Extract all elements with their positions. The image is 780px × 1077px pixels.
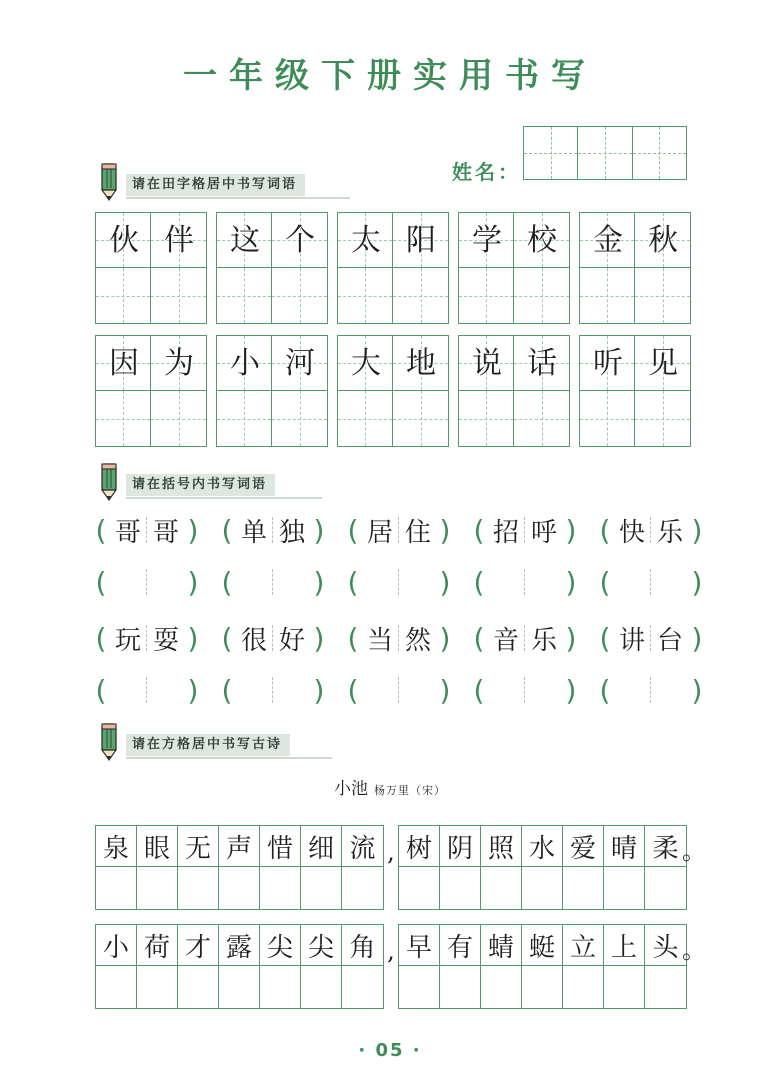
poem-char: 露 bbox=[219, 925, 259, 966]
bracket-word bbox=[596, 618, 722, 658]
poem-write-cell[interactable] bbox=[604, 966, 644, 1008]
poem-write-cell[interactable] bbox=[260, 867, 300, 909]
open-paren: ( bbox=[347, 673, 359, 707]
section-label: 请在田字格居中书写词语 bbox=[126, 174, 305, 196]
section-header-words bbox=[96, 170, 396, 200]
bracket-char: 招 bbox=[492, 517, 519, 548]
open-paren: ( bbox=[473, 513, 485, 547]
bracket-char: 音 bbox=[492, 625, 519, 656]
poem-write-cell[interactable] bbox=[219, 966, 259, 1008]
poem-cell-group bbox=[95, 924, 384, 1009]
poem-cell[interactable] bbox=[481, 925, 522, 1008]
bracket-answer[interactable] bbox=[218, 670, 344, 710]
word-box[interactable] bbox=[216, 212, 328, 324]
bracket-word bbox=[596, 510, 722, 550]
word-box[interactable] bbox=[579, 335, 691, 447]
tian-cell[interactable] bbox=[635, 268, 690, 323]
open-paren: ( bbox=[347, 565, 359, 599]
bracket-char: 然 bbox=[404, 625, 431, 656]
poem-cell[interactable] bbox=[137, 925, 178, 1008]
close-paren: ) bbox=[313, 565, 325, 599]
poem-char: 水 bbox=[522, 826, 562, 867]
tian-cell[interactable] bbox=[580, 391, 635, 446]
close-paren: ) bbox=[691, 673, 703, 707]
poem-char: 泉 bbox=[96, 826, 136, 867]
word-char: 地 bbox=[406, 346, 436, 381]
open-paren: ( bbox=[221, 513, 233, 547]
open-paren: ( bbox=[599, 513, 611, 547]
tian-cell[interactable] bbox=[338, 268, 393, 323]
poem-cell[interactable] bbox=[137, 826, 178, 909]
tian-cell[interactable] bbox=[514, 268, 569, 323]
divider bbox=[146, 569, 148, 595]
tian-cell[interactable] bbox=[338, 391, 393, 446]
poem-write-cell[interactable] bbox=[301, 867, 341, 909]
poem-title: 小池 bbox=[334, 779, 368, 799]
punctuation: 。 bbox=[682, 837, 706, 865]
poem-char: 无 bbox=[178, 826, 218, 867]
bracket-char: 玩 bbox=[114, 625, 141, 656]
poem-write-cell[interactable] bbox=[645, 966, 686, 1008]
poem-cell[interactable] bbox=[440, 826, 481, 909]
tian-cell[interactable] bbox=[393, 268, 448, 323]
pencil-icon bbox=[96, 462, 122, 502]
poem-char: 眼 bbox=[137, 826, 177, 867]
poem-write-cell[interactable] bbox=[481, 867, 521, 909]
name-cell[interactable] bbox=[633, 127, 686, 179]
tian-cell[interactable] bbox=[514, 391, 569, 446]
word-char: 金 bbox=[593, 223, 623, 258]
bracket-word bbox=[344, 510, 470, 550]
word-char: 校 bbox=[527, 223, 557, 258]
word-char: 小 bbox=[230, 346, 260, 381]
poem-char: 蜓 bbox=[522, 925, 562, 966]
bracket-word bbox=[218, 618, 344, 658]
close-paren: ) bbox=[313, 513, 325, 547]
open-paren: ( bbox=[221, 673, 233, 707]
tian-cell[interactable] bbox=[635, 391, 690, 446]
close-paren: ) bbox=[439, 565, 451, 599]
close-paren: ) bbox=[565, 673, 577, 707]
bracket-char: 讲 bbox=[618, 625, 645, 656]
word-box[interactable] bbox=[458, 212, 570, 324]
poem-cell[interactable] bbox=[645, 826, 686, 909]
bracket-answer[interactable] bbox=[596, 562, 722, 602]
poem-cell[interactable] bbox=[563, 925, 604, 1008]
bracket-char: 呼 bbox=[530, 517, 557, 548]
poem-char: 爱 bbox=[563, 826, 603, 867]
divider bbox=[146, 677, 148, 703]
word-box[interactable] bbox=[216, 335, 328, 447]
poem-write-cell[interactable] bbox=[645, 867, 686, 909]
bracket-word-row bbox=[92, 510, 722, 550]
bracket-char: 好 bbox=[278, 625, 305, 656]
open-paren: ( bbox=[95, 621, 107, 655]
close-paren: ) bbox=[313, 673, 325, 707]
divider bbox=[524, 569, 526, 595]
bracket-word bbox=[470, 510, 596, 550]
poem-char: 照 bbox=[481, 826, 521, 867]
close-paren: ) bbox=[691, 513, 703, 547]
poem-cell[interactable] bbox=[178, 925, 219, 1008]
poem-cell[interactable] bbox=[440, 925, 481, 1008]
word-box[interactable] bbox=[458, 335, 570, 447]
tian-cell[interactable] bbox=[217, 391, 272, 446]
word-char: 听 bbox=[593, 346, 623, 381]
tian-cell[interactable] bbox=[393, 391, 448, 446]
poem-char: 荷 bbox=[137, 925, 177, 966]
poem-cell[interactable] bbox=[178, 826, 219, 909]
pencil-icon bbox=[96, 722, 122, 762]
open-paren: ( bbox=[221, 565, 233, 599]
punctuation: , bbox=[387, 838, 395, 866]
divider bbox=[650, 569, 652, 595]
word-char: 话 bbox=[527, 346, 557, 381]
word-box[interactable] bbox=[95, 212, 207, 324]
poem-write-cell[interactable] bbox=[563, 966, 603, 1008]
poem-write-cell[interactable] bbox=[178, 966, 218, 1008]
poem-char: 立 bbox=[563, 925, 603, 966]
close-paren: ) bbox=[187, 673, 199, 707]
word-char: 个 bbox=[285, 223, 315, 258]
bracket-answer-row bbox=[92, 670, 722, 710]
poem-cell[interactable] bbox=[219, 826, 260, 909]
tian-cell[interactable] bbox=[459, 268, 514, 323]
poem-cell-group bbox=[398, 825, 687, 910]
poem-write-cell[interactable] bbox=[342, 966, 383, 1008]
poem-write-cell[interactable] bbox=[522, 966, 562, 1008]
poem-cell[interactable] bbox=[96, 826, 137, 909]
word-box[interactable] bbox=[337, 335, 449, 447]
poem-cell[interactable] bbox=[522, 925, 563, 1008]
section-label: 请在括号内书写词语 bbox=[126, 474, 275, 496]
bracket-char: 台 bbox=[656, 625, 683, 656]
bracket-word bbox=[92, 618, 218, 658]
bracket-char: 很 bbox=[240, 625, 267, 656]
poem-write-cell[interactable] bbox=[563, 867, 603, 909]
word-char: 伙 bbox=[109, 223, 139, 258]
poem-cell-group bbox=[95, 825, 384, 910]
open-paren: ( bbox=[221, 621, 233, 655]
bracket-answer[interactable] bbox=[218, 562, 344, 602]
poem-cell[interactable] bbox=[399, 925, 440, 1008]
tian-cell[interactable] bbox=[96, 268, 151, 323]
bracket-char: 独 bbox=[278, 517, 305, 548]
bracket-char: 哥 bbox=[114, 517, 141, 548]
tian-cell[interactable] bbox=[96, 391, 151, 446]
poem-write-cell[interactable] bbox=[137, 966, 177, 1008]
poem-write-cell[interactable] bbox=[522, 867, 562, 909]
bracket-char: 当 bbox=[366, 625, 393, 656]
poem-char: 树 bbox=[399, 826, 439, 867]
poem-cell[interactable] bbox=[342, 826, 383, 909]
divider bbox=[272, 569, 274, 595]
word-char: 这 bbox=[230, 223, 260, 258]
poem-write-cell[interactable] bbox=[440, 966, 480, 1008]
poem-author: 杨万里（宋） bbox=[374, 784, 446, 797]
bracket-answer[interactable] bbox=[344, 562, 470, 602]
open-paren: ( bbox=[473, 673, 485, 707]
poem-cell[interactable] bbox=[301, 826, 342, 909]
poem-cell[interactable] bbox=[342, 925, 383, 1008]
section-header-poem bbox=[96, 730, 396, 760]
poem-char: 尖 bbox=[260, 925, 300, 966]
poem-write-cell[interactable] bbox=[399, 966, 439, 1008]
poem-write-cell[interactable] bbox=[96, 867, 136, 909]
poem-char: 有 bbox=[440, 925, 480, 966]
poem-cell[interactable] bbox=[481, 826, 522, 909]
close-paren: ) bbox=[439, 673, 451, 707]
word-char: 河 bbox=[285, 346, 315, 381]
bracket-char: 乐 bbox=[656, 517, 683, 548]
punctuation: , bbox=[387, 937, 395, 965]
bracket-answer[interactable] bbox=[92, 562, 218, 602]
bracket-word bbox=[470, 618, 596, 658]
poem-cell[interactable] bbox=[260, 925, 301, 1008]
pencil-icon bbox=[96, 162, 122, 202]
bracket-char: 乐 bbox=[530, 625, 557, 656]
name-label: 姓名： bbox=[452, 160, 521, 184]
poem-write-cell[interactable] bbox=[399, 867, 439, 909]
page-title: 一年级下册实用书写 bbox=[183, 56, 597, 96]
word-box[interactable] bbox=[337, 212, 449, 324]
poem-char: 晴 bbox=[604, 826, 644, 867]
poem-char: 早 bbox=[399, 925, 439, 966]
poem-char: 柔 bbox=[645, 826, 686, 867]
bracket-char: 单 bbox=[240, 517, 267, 548]
poem-char: 声 bbox=[219, 826, 259, 867]
word-char: 学 bbox=[472, 223, 502, 258]
close-paren: ) bbox=[187, 513, 199, 547]
poem-cell[interactable] bbox=[96, 925, 137, 1008]
word-char: 太 bbox=[351, 223, 381, 258]
poem-write-cell[interactable] bbox=[137, 867, 177, 909]
open-paren: ( bbox=[473, 565, 485, 599]
poem-write-cell[interactable] bbox=[481, 966, 521, 1008]
word-char: 阳 bbox=[406, 223, 436, 258]
bracket-word bbox=[218, 510, 344, 550]
poem-heading bbox=[0, 774, 780, 799]
open-paren: ( bbox=[95, 673, 107, 707]
poem-char: 流 bbox=[342, 826, 383, 867]
tian-cell[interactable] bbox=[459, 391, 514, 446]
tian-cell[interactable] bbox=[151, 391, 206, 446]
close-paren: ) bbox=[691, 565, 703, 599]
open-paren: ( bbox=[599, 565, 611, 599]
tian-cell[interactable] bbox=[580, 268, 635, 323]
poem-line bbox=[95, 924, 706, 1010]
poem-write-cell[interactable] bbox=[301, 966, 341, 1008]
open-paren: ( bbox=[347, 621, 359, 655]
word-char: 因 bbox=[109, 346, 139, 381]
section-header-brackets bbox=[96, 470, 396, 500]
close-paren: ) bbox=[691, 621, 703, 655]
bracket-char: 耍 bbox=[152, 625, 179, 656]
poem-char: 上 bbox=[604, 925, 644, 966]
close-paren: ) bbox=[313, 621, 325, 655]
poem-char: 小 bbox=[96, 925, 136, 966]
poem-cell[interactable] bbox=[645, 925, 686, 1008]
close-paren: ) bbox=[565, 513, 577, 547]
divider bbox=[398, 569, 400, 595]
divider bbox=[650, 677, 652, 703]
word-practice-grid bbox=[95, 212, 691, 447]
poem-write-cell[interactable] bbox=[440, 867, 480, 909]
name-field[interactable] bbox=[523, 126, 687, 180]
bracket-char: 住 bbox=[404, 517, 431, 548]
poem-cell[interactable] bbox=[301, 925, 342, 1008]
poem-cell[interactable] bbox=[604, 826, 645, 909]
poem-cell[interactable] bbox=[260, 826, 301, 909]
poem-char: 细 bbox=[301, 826, 341, 867]
close-paren: ) bbox=[439, 513, 451, 547]
open-paren: ( bbox=[473, 621, 485, 655]
page-number: · 05 · bbox=[358, 1040, 422, 1061]
poem-char: 惜 bbox=[260, 826, 300, 867]
divider bbox=[398, 677, 400, 703]
close-paren: ) bbox=[439, 621, 451, 655]
poem-char: 头 bbox=[645, 925, 686, 966]
poem-cell-group bbox=[398, 924, 687, 1009]
tian-cell[interactable] bbox=[151, 268, 206, 323]
word-char: 伴 bbox=[164, 223, 194, 258]
tian-cell[interactable] bbox=[217, 268, 272, 323]
poem-char: 蜻 bbox=[481, 925, 521, 966]
bracket-answer[interactable] bbox=[470, 562, 596, 602]
bracket-answer[interactable] bbox=[596, 670, 722, 710]
poem-cell[interactable] bbox=[399, 826, 440, 909]
bracket-answer[interactable] bbox=[344, 670, 470, 710]
poem-cell[interactable] bbox=[604, 925, 645, 1008]
bracket-word-row bbox=[92, 618, 722, 658]
open-paren: ( bbox=[347, 513, 359, 547]
bracket-word bbox=[344, 618, 470, 658]
divider bbox=[524, 677, 526, 703]
poem-cell[interactable] bbox=[522, 826, 563, 909]
poem-cell[interactable] bbox=[563, 826, 604, 909]
poem-char: 尖 bbox=[301, 925, 341, 966]
bracket-char: 居 bbox=[366, 517, 393, 548]
word-char: 见 bbox=[648, 346, 678, 381]
close-paren: ) bbox=[565, 565, 577, 599]
close-paren: ) bbox=[565, 621, 577, 655]
open-paren: ( bbox=[599, 621, 611, 655]
open-paren: ( bbox=[599, 673, 611, 707]
bracket-answer[interactable] bbox=[470, 670, 596, 710]
tian-cell[interactable] bbox=[272, 268, 327, 323]
poem-write-cell[interactable] bbox=[219, 867, 259, 909]
poem-cell[interactable] bbox=[219, 925, 260, 1008]
divider bbox=[272, 677, 274, 703]
poem-char: 角 bbox=[342, 925, 383, 966]
poem-char: 阴 bbox=[440, 826, 480, 867]
bracket-word bbox=[92, 510, 218, 550]
section-label: 请在方格居中书写古诗 bbox=[126, 734, 290, 756]
name-cell[interactable] bbox=[524, 127, 578, 179]
poem-line bbox=[95, 825, 706, 911]
poem-write-cell[interactable] bbox=[96, 966, 136, 1008]
tian-cell[interactable] bbox=[272, 391, 327, 446]
poem-write-cell[interactable] bbox=[342, 867, 383, 909]
poem-write-cell[interactable] bbox=[260, 966, 300, 1008]
word-char: 大 bbox=[351, 346, 381, 381]
bracket-char: 哥 bbox=[152, 517, 179, 548]
poem-write-cell[interactable] bbox=[178, 867, 218, 909]
word-box[interactable] bbox=[95, 335, 207, 447]
name-cell[interactable] bbox=[578, 127, 632, 179]
close-paren: ) bbox=[187, 621, 199, 655]
bracket-answer[interactable] bbox=[92, 670, 218, 710]
word-char: 为 bbox=[164, 346, 194, 381]
open-paren: ( bbox=[95, 513, 107, 547]
close-paren: ) bbox=[187, 565, 199, 599]
bracket-char: 快 bbox=[618, 517, 645, 548]
open-paren: ( bbox=[95, 565, 107, 599]
poem-char: 才 bbox=[178, 925, 218, 966]
poem-write-cell[interactable] bbox=[604, 867, 644, 909]
word-char: 秋 bbox=[648, 223, 678, 258]
bracket-answer-row bbox=[92, 562, 722, 602]
word-box[interactable] bbox=[579, 212, 691, 324]
word-char: 说 bbox=[472, 346, 502, 381]
punctuation: 。 bbox=[682, 936, 706, 964]
